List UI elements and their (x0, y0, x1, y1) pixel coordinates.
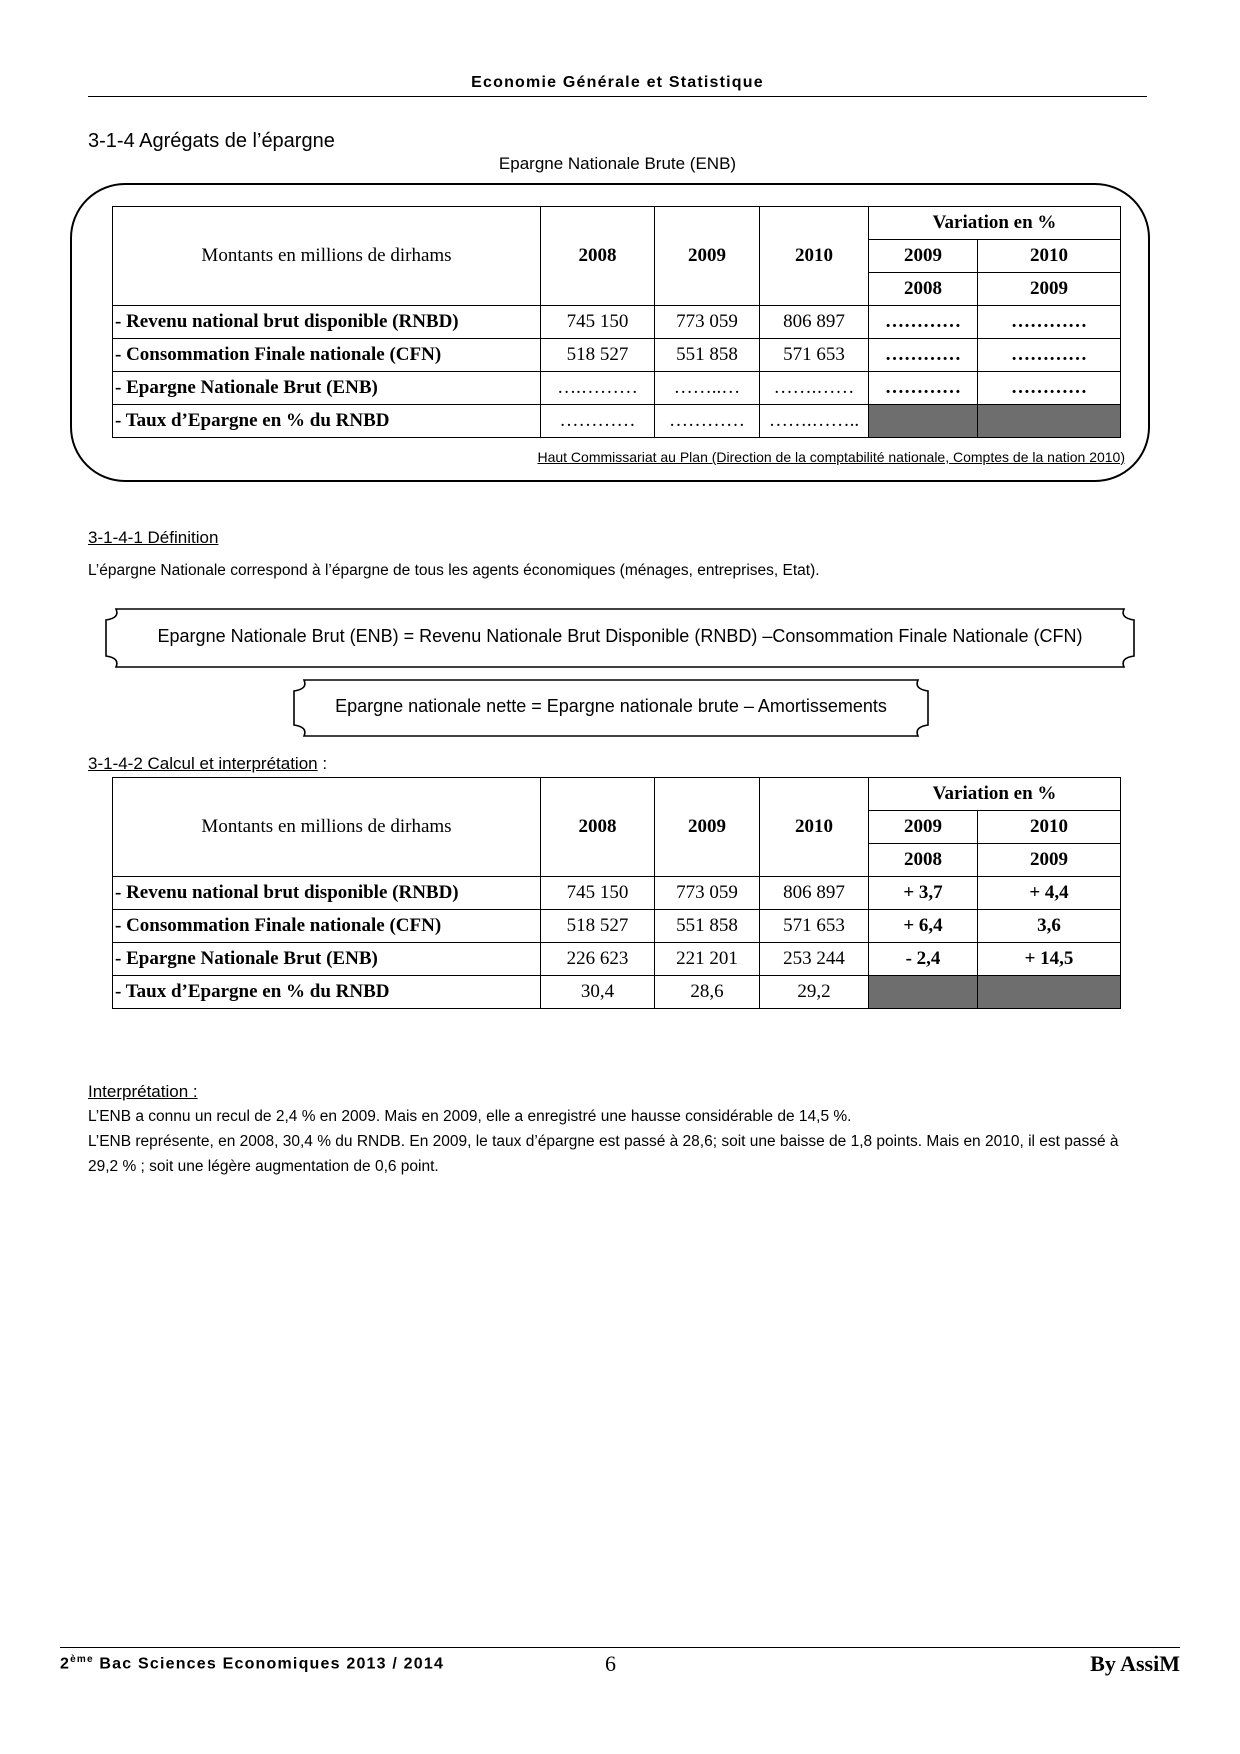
cell-2010: 253 244 (760, 943, 869, 976)
savings-table-blank (112, 206, 1121, 438)
cell-variation-1: ………… (869, 306, 978, 339)
interpretation-line-2: L’ENB représente, en 2008, 30,4 % du RNDB. En 2009, le taux d’épargne est passé à 28,6; soit une baisse de 1,8 points. Mais en 2010, il est passé à 29,2 % ; soit une légère augmentation de 0,6 point. (88, 1133, 1119, 1175)
footer-course (60, 1654, 444, 1673)
cell-2010: …….…….. (760, 405, 869, 438)
definition-text: L’épargne Nationale correspond à l’épargne de tous les agents économiques (ménages, entreprises, Etat). (88, 562, 820, 579)
table-row (113, 306, 1121, 339)
header-variation: Variation en % (869, 778, 1121, 811)
footer-author: By AssiM (1090, 1651, 1180, 1676)
cell-variation-2: + 14,5 (978, 943, 1121, 976)
cell-2010: 29,2 (760, 976, 869, 1009)
table-row (113, 910, 1121, 943)
header-year-2008: 2008 (541, 778, 655, 877)
table-row (113, 943, 1121, 976)
header-var-bottom-1: 2008 (869, 844, 978, 877)
cell-variation-1: - 2,4 (869, 943, 978, 976)
cell-variation-1-shaded (869, 976, 978, 1009)
header-amounts-label: Montants en millions de dirhams (113, 778, 541, 877)
row-label: - Revenu national brut disponible (RNBD) (113, 877, 541, 910)
cell-variation-1: ………… (869, 339, 978, 372)
footer-divider (60, 1647, 1180, 1648)
definition-title: 3-1-4-1 Définition (88, 528, 219, 547)
cell-2008: 226 623 (541, 943, 655, 976)
row-label: - Taux d’Epargne en % du RNBD (113, 976, 541, 1009)
header-year-2008: 2008 (541, 207, 655, 306)
footer-level: 2 (60, 1655, 71, 1673)
document-header: Economie Générale et Statistique (471, 74, 764, 91)
cell-variation-2: ………… (978, 372, 1121, 405)
header-divider (88, 96, 1147, 97)
header-var-top-1: 2009 (869, 240, 978, 273)
header-variation: Variation en % (869, 207, 1121, 240)
table-subtitle: Epargne Nationale Brute (ENB) (498, 154, 737, 173)
cell-2008: 745 150 (541, 877, 655, 910)
cell-2009: 773 059 (655, 877, 760, 910)
cell-variation-1: ………… (869, 372, 978, 405)
table-row (113, 405, 1121, 438)
table-row (113, 372, 1121, 405)
header-var-top-2: 2010 (978, 811, 1121, 844)
row-label: - Epargne Nationale Brut (ENB) (113, 943, 541, 976)
formula-enb: Epargne Nationale Brut (ENB) = Revenu Nationale Brut Disponible (RNBD) –Consommation Finale Nationale (CFN) (157, 626, 1083, 646)
cell-variation-2-shaded (978, 976, 1121, 1009)
header-var-top-2: 2010 (978, 240, 1121, 273)
table-row (113, 976, 1121, 1009)
header-var-bottom-2: 2009 (978, 273, 1121, 306)
cell-variation-2: ………… (978, 339, 1121, 372)
header-var-top-1: 2009 (869, 811, 978, 844)
cell-2010: …….…… (760, 372, 869, 405)
header-amounts-label: Montants en millions de dirhams (113, 207, 541, 306)
footer-course-text: Bac Sciences Economiques 2013 / 2014 (93, 1655, 445, 1673)
header-var-bottom-1: 2008 (869, 273, 978, 306)
header-year-2010: 2010 (760, 778, 869, 877)
cell-variation-2-shaded (978, 405, 1121, 438)
cell-2008: 30,4 (541, 976, 655, 1009)
row-label: - Revenu national brut disponible (RNBD) (113, 306, 541, 339)
cell-variation-1: + 6,4 (869, 910, 978, 943)
calc-colon: : (317, 754, 328, 773)
cell-2008: ………… (541, 405, 655, 438)
cell-2008: ….……… (541, 372, 655, 405)
cell-2010: 806 897 (760, 877, 869, 910)
row-label: - Epargne Nationale Brut (ENB) (113, 372, 541, 405)
cell-2010: 571 653 (760, 910, 869, 943)
cell-variation-2: 3,6 (978, 910, 1121, 943)
header-year-2009: 2009 (655, 778, 760, 877)
cell-variation-2: + 4,4 (978, 877, 1121, 910)
header-var-bottom-2: 2009 (978, 844, 1121, 877)
page-number: 6 (605, 1651, 616, 1676)
cell-variation-1-shaded (869, 405, 978, 438)
cell-variation-1: + 3,7 (869, 877, 978, 910)
cell-2009: 551 858 (655, 339, 760, 372)
header-year-2009: 2009 (655, 207, 760, 306)
calc-heading (88, 754, 327, 774)
interpretation-line-1: L’ENB a connu un recul de 2,4 % en 2009. Mais en 2009, elle a enregistré une hausse considérable de 14,5 %. (88, 1108, 852, 1125)
interpretation-title: Interprétation : (88, 1082, 198, 1101)
calc-title: 3-1-4-2 Calcul et interprétation (88, 754, 318, 773)
cell-2008: 518 527 (541, 910, 655, 943)
header-year-2010: 2010 (760, 207, 869, 306)
cell-2009: ………… (655, 405, 760, 438)
cell-2010: 571 653 (760, 339, 869, 372)
cell-2009: 773 059 (655, 306, 760, 339)
section-title: 3-1-4 Agrégats de l’épargne (88, 130, 335, 152)
cell-2009: ……..… (655, 372, 760, 405)
cell-2010: 806 897 (760, 306, 869, 339)
cell-2009: 551 858 (655, 910, 760, 943)
savings-table-filled (112, 777, 1121, 1009)
table-source: Haut Commissariat au Plan (Direction de la comptabilité nationale, Comptes de la nation 2010) (537, 449, 1125, 465)
cell-2008: 745 150 (541, 306, 655, 339)
cell-2009: 28,6 (655, 976, 760, 1009)
row-label: - Taux d’Epargne en % du RNBD (113, 405, 541, 438)
formula-net-savings: Epargne nationale nette = Epargne nationale brute – Amortissements (335, 696, 887, 716)
table-row (113, 877, 1121, 910)
table-row (113, 339, 1121, 372)
footer-superscript: ème (70, 1654, 94, 1665)
row-label: - Consommation Finale nationale (CFN) (113, 339, 541, 372)
cell-variation-2: ………… (978, 306, 1121, 339)
cell-2008: 518 527 (541, 339, 655, 372)
cell-2009: 221 201 (655, 943, 760, 976)
row-label: - Consommation Finale nationale (CFN) (113, 910, 541, 943)
